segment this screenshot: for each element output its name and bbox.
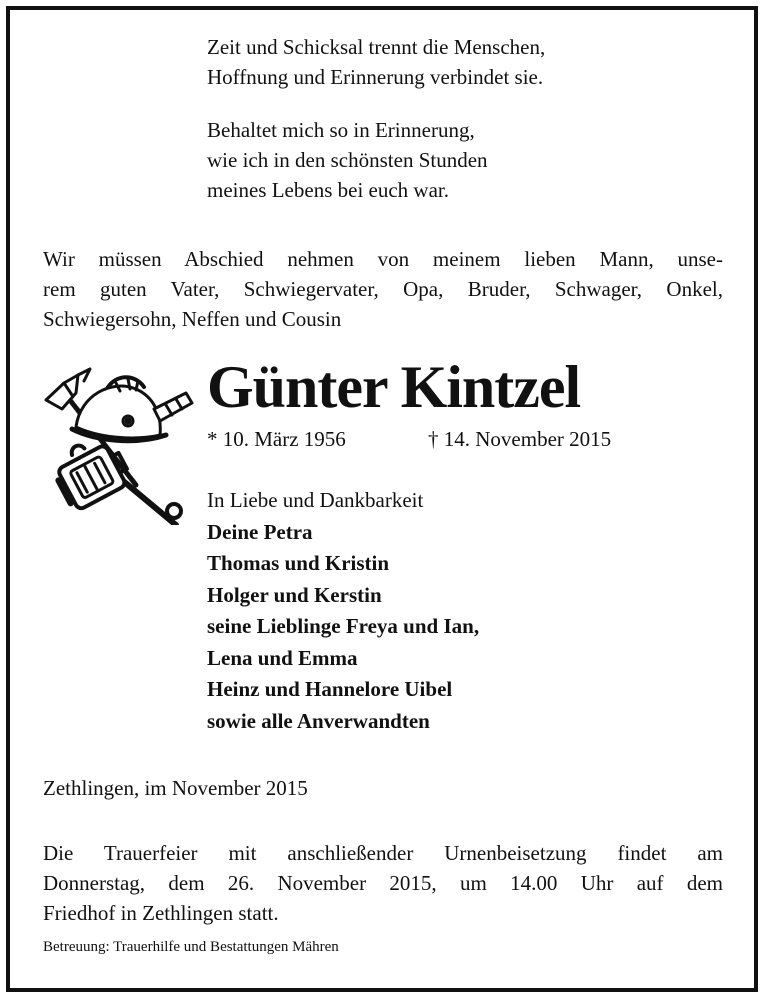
family-member: Thomas und Kristin: [207, 551, 390, 575]
funeral-line: Donnerstag, dem 26. November 2015, um 14.00 Uhr auf dem: [43, 871, 723, 895]
poem-line: Zeit und Schicksal trennt die Menschen,: [207, 35, 546, 59]
family-member: sowie alle Anverwandten: [207, 708, 430, 733]
intro-line: Wir müssen Abschied nehmen von meinem lieben Mann, unse-: [43, 247, 723, 271]
family-member: Heinz und Hannelore Uibel: [207, 677, 453, 701]
death-date: † 14. November 2015: [428, 427, 612, 451]
deceased-name: Günter Kintzel: [207, 354, 581, 420]
intro-line: rem guten Vater, Schwiegervater, Opa, Bruder, Schwager, Onkel,: [43, 277, 723, 301]
poem-line: wie ich in den schönsten Stunden: [207, 148, 488, 172]
family-member: seine Lieblinge Freya und Ian,: [207, 614, 480, 638]
family-intro: In Liebe und Dankbarkeit: [207, 488, 424, 512]
funeral-line: Die Trauerfeier mit anschließender Urnenbeisetzung findet am: [43, 841, 723, 865]
family-list: [207, 485, 479, 737]
poem-line: Behaltet mich so in Erinnerung,: [207, 118, 475, 142]
family-member: Lena und Emma: [207, 645, 358, 670]
family-member: Holger und Kerstin: [207, 582, 382, 607]
intro-line: Schwiegersohn, Neffen und Cousin: [43, 307, 342, 331]
poem-line: meines Lebens bei euch war.: [207, 178, 449, 202]
poem-stanza-2: [207, 115, 488, 205]
funeral-info: [43, 838, 723, 928]
poem-stanza-1: [207, 32, 545, 92]
firefighter-helmet-axe-lantern-icon: [36, 365, 206, 525]
place-date: Zethlingen, im November 2015: [43, 776, 308, 800]
intro-paragraph: [43, 244, 723, 334]
family-member: Deine Petra: [207, 519, 313, 544]
poem-line: Hoffnung und Erinnerung verbindet sie.: [207, 65, 544, 89]
funeral-line: Friedhof in Zethlingen statt.: [43, 901, 279, 925]
birth-date: * 10. März 1956: [207, 427, 346, 451]
funeral-home-credit: Betreuung: Trauerhilfe und Bestattungen Mähren: [43, 939, 339, 955]
